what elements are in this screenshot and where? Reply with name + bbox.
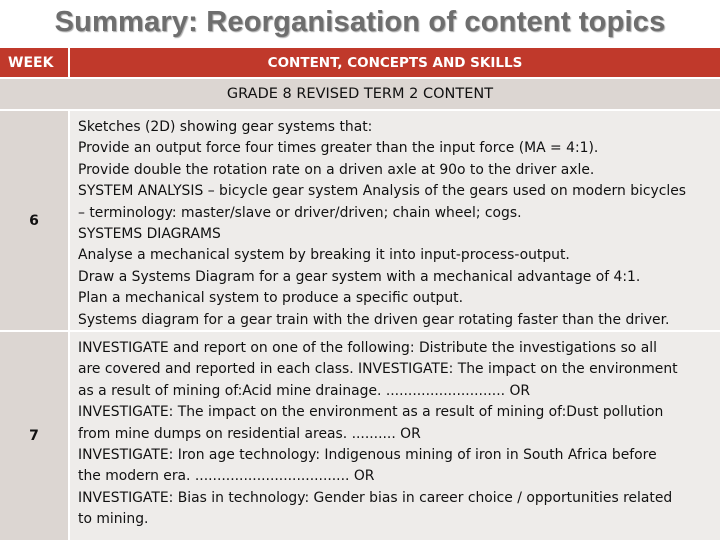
content-line: as a result of mining of:Acid mine drainage. ........................... OR <box>78 382 531 399</box>
content-column-header: CONTENT, CONCEPTS AND SKILLS <box>70 48 720 77</box>
week-cell <box>0 111 68 330</box>
content-line: from mine dumps on residential areas. .......... OR <box>78 425 421 442</box>
content-line: Draw a Systems Diagram for a gear system with a mechanical advantage of 4:1. <box>78 268 641 285</box>
content-line: SYSTEM ANALYSIS – bicycle gear system Analysis of the gears used on modern bicycles <box>78 183 687 200</box>
week-column-header: WEEK <box>0 48 68 77</box>
week-cell <box>0 332 68 540</box>
content-line: – terminology: master/slave or driver/driven; chain wheel; cogs. <box>78 204 522 221</box>
content-line: Analyse a mechanical system by breaking it into input-process-output. <box>78 247 570 264</box>
content-line: Provide an output force four times greater than the input force (MA = 4:1). <box>78 140 599 157</box>
content-line: INVESTIGATE: The impact on the environment as a result of mining of:Dust pollution <box>78 404 664 421</box>
content-line: to mining. <box>78 511 149 528</box>
section-title: GRADE 8 REVISED TERM 2 CONTENT <box>226 86 494 102</box>
content-line: Plan a mechanical system to produce a specific output. <box>78 290 464 307</box>
content-line: INVESTIGATE and report on one of the following: Distribute the investigations so all <box>78 340 657 356</box>
content-line: INVESTIGATE: Bias in technology: Gender bias in career choice / opportunities related <box>78 489 673 506</box>
content-cell <box>70 332 720 540</box>
content-line: SYSTEMS DIAGRAMS <box>78 226 221 243</box>
content-cell <box>70 111 720 330</box>
week-number: 6 <box>29 212 39 229</box>
content-line: Provide double the rotation rate on a driven axle at 90o to the driver axle. <box>78 161 595 178</box>
content-line: Sketches (2D) showing gear systems that: <box>78 119 373 135</box>
content-line: the modern era. ................................... OR <box>78 468 375 485</box>
content-line: are covered and reported in each class. INVESTIGATE: The impact on the environment <box>78 361 678 378</box>
content-line: INVESTIGATE: Iron age technology: Indigenous mining of iron in South Africa before <box>78 447 657 464</box>
section-title-row <box>0 79 720 109</box>
content-line: Systems diagram for a gear train with the driven gear rotating faster than the driver. <box>78 311 670 328</box>
slide-title: Summary: Reorganisation of content topics <box>54 6 666 38</box>
week-number: 7 <box>29 428 39 444</box>
